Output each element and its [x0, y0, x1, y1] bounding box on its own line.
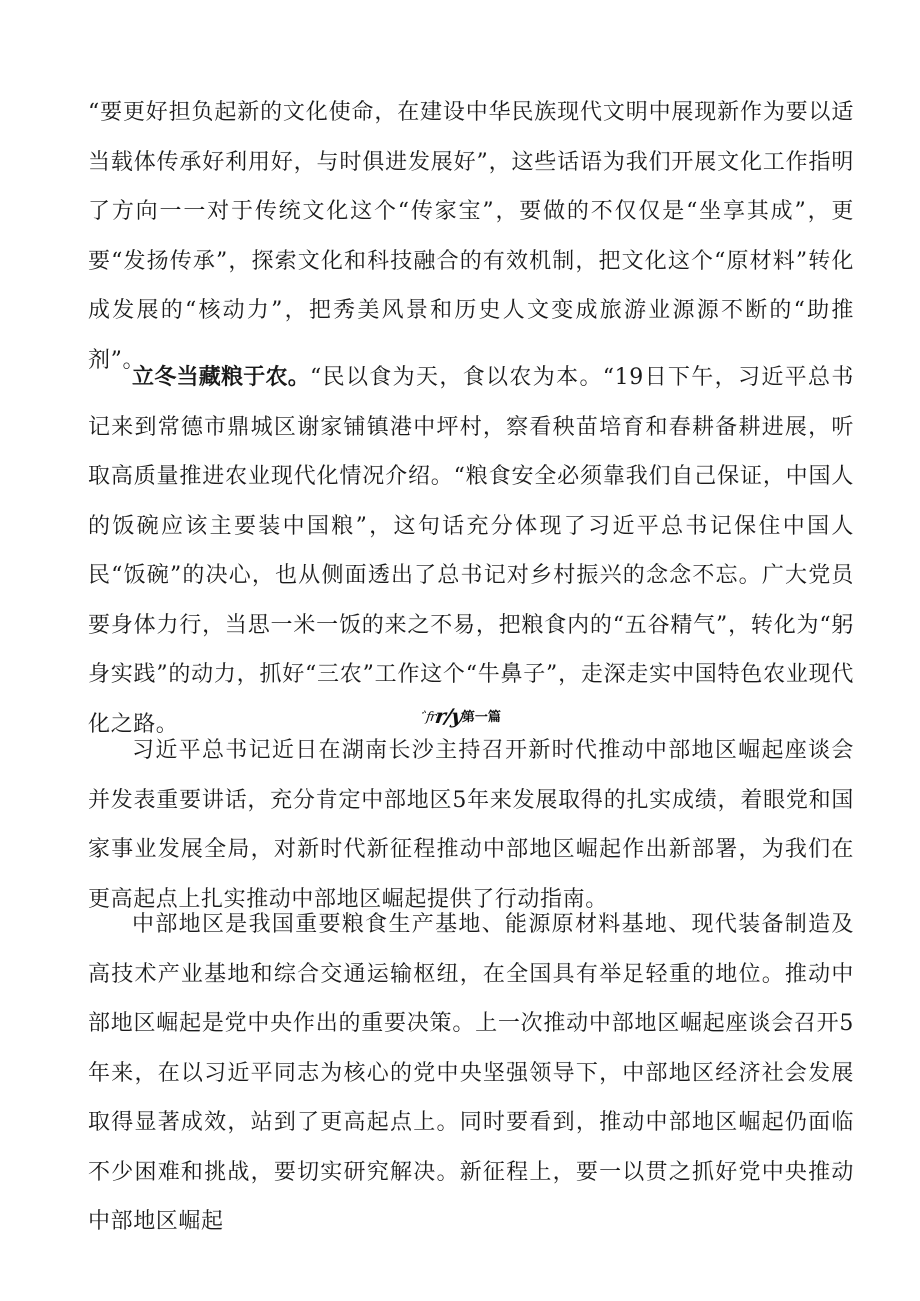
paragraph-text: “要更好担负起新的文化使命，在建设中华民族现代文明中展现新作为要以适当载体传承好利用好，与时俱进发展好”，这些话语为我们开展文化工作指明了方向一一对于传统文化这个“传家宝”，要做的不仅仅是“坐享其成”，更要“发扬传承”，探索文化和科技融合的有效机制，把文化这个“原材料”转化成发展的“核动力”，把秀美风景和历史人文变成旅游业源源不断的“助推剂”。 — [88, 100, 854, 373]
paragraph-central-region-status — [88, 900, 854, 1247]
heading-mark — [418, 706, 464, 728]
paragraph-text: 习近平总书记近日在湖南长沙主持召开新时代推动中部地区崛起座谈会并发表重要讲话，充分肯定中部地区5年来发展取得的扎实成绩，着眼党和国家事业发展全局，对新时代新征程推动中部地区崛起作出新部署，为我们在更高起点上扎实推动中部地区崛起提供了行动指南。 — [88, 738, 854, 912]
heading-title: 第一篇 — [461, 710, 501, 725]
paragraph-text: 中部地区是我国重要粮食生产基地、能源原材料基地、现代装备制造及高技术产业基地和综合交通运输枢纽，在全国具有举足轻重的地位。推动中部地区崛起是党中央作出的重要决策。上一次推动中部地区崛起座谈会召开5年来，在以习近平同志为核心的党中央坚强领导下，中部地区经济社会发展取得显著成效，站到了更高起点上。同时要看到，推动中部地区崛起仍面临不少困难和挑战，要切实研究解决。新征程上，要一以贯之抓好党中央推动中部地区崛起 — [88, 912, 854, 1234]
heading-mark-small: ་`fr — [418, 710, 437, 725]
paragraph-culture-mission — [88, 88, 854, 385]
paragraph-text: “民以食为天，食以农为本。“19日下午，习近平总书记来到常德市鼎城区谢家铺镇港中坪村，察看秧苗培育和春耕备耕进展，听取高质量推进农业现代化情况介绍。“粮食安全必须靠我们自己保证，中国人的饭碗应该主要装中国粮”，这句话充分体现了习近平总书记保住中国人民“饭碗”的决心，也从侧面透出了总书记对乡村振兴的念念不忘。广大党员要身体力行，当思一米一饭的来之不易，把粮食内的“五谷精气”，转化为“躬身实践”的动力，抓好“三农”工作这个“牛鼻子”，走深走实中国特色农业现代化之路。 — [88, 365, 854, 737]
section-heading — [0, 706, 920, 728]
paragraph-grain-security — [88, 353, 854, 749]
paragraph-lead: 立冬当藏粮于农。 — [132, 365, 310, 390]
paragraph-central-region-meeting — [88, 726, 854, 924]
heading-mark-big: r/y — [433, 704, 464, 728]
